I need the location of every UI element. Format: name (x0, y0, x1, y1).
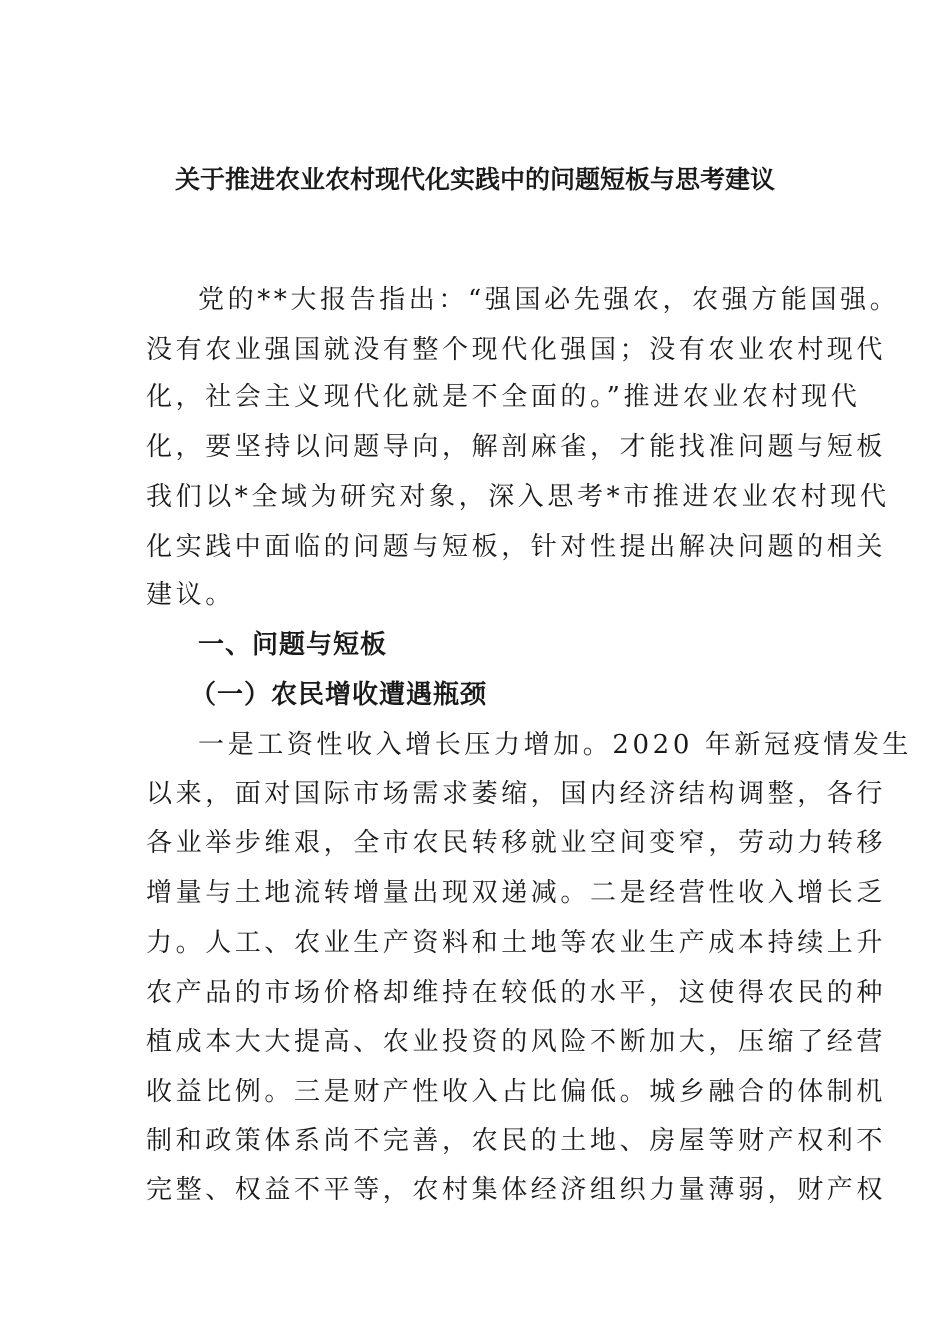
intro-line-5: 我们以*全域为研究对象，深入思考*市推进农业农村现代 (146, 482, 890, 512)
document-title: 关于推进农业农村现代化实践中的问题短板与思考建议 (174, 165, 775, 194)
intro-line-2: 没有农业强国就没有整个现代化强国；没有农业农村现代 (146, 335, 887, 365)
section-heading: 一、问题与短板 (198, 630, 388, 660)
intro-line-7: 建议。 (146, 580, 235, 610)
intro-line-4: 化，要坚持以问题导向，解剖麻雀，才能找准问题与短板 (146, 432, 887, 462)
body-line-10: 完整、权益不平等，农村集体经济组织力量薄弱，财产权 (146, 1175, 887, 1205)
subsection-heading: （一）农民增收遭遇瓶颈 (190, 680, 488, 710)
intro-line-3: 化，社会主义现代化就是不全面的。”推进农业农村现代 (146, 382, 861, 412)
body-line-2: 以来，面对国际市场需求萎缩，国内经济结构调整，各行 (146, 779, 887, 809)
body-line-7: 植成本大大提高、农业投资的风险不断加大，压缩了经营 (146, 1027, 887, 1057)
intro-line-1: 党的**大报告指出：“强国必先强农，农强方能国强。 (198, 285, 900, 315)
body-line-9: 制和政策体系尚不完善，农民的土地、房屋等财产权利不 (146, 1126, 887, 1156)
body-line-8: 收益比例。三是财产性收入占比偏低。城乡融合的体制机 (146, 1077, 887, 1107)
body-line-4: 增量与土地流转增量出现双递减。二是经营性收入增长乏 (146, 878, 887, 908)
body-line-1: 一是工资性收入增长压力增加。2020 年新冠疫情发生 (198, 730, 913, 760)
intro-line-6: 化实践中面临的问题与短板，针对性提出解决问题的相关 (146, 532, 887, 562)
body-line-3: 各业举步维艰，全市农民转移就业空间变窄，劳动力转移 (146, 828, 887, 858)
body-line-5: 力。人工、农业生产资料和土地等农业生产成本持续上升 (146, 928, 887, 958)
body-line-6: 农产品的市场价格却维持在较低的水平，这使得农民的种 (146, 978, 887, 1008)
